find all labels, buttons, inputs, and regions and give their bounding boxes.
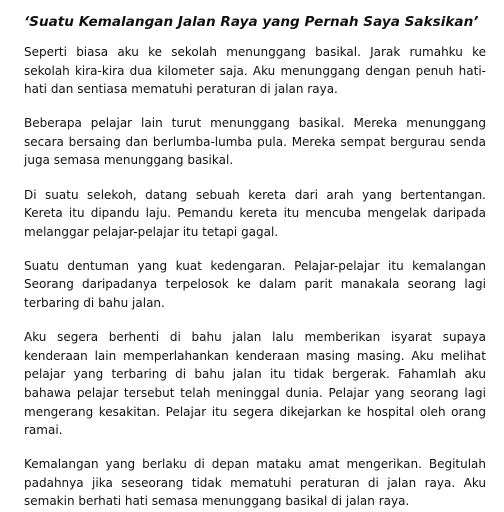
essay-title: ‘Suatu Kemalangan Jalan Raya yang Pernah Saya Saksikan’ [24,14,479,30]
paragraph-5: Aku segera berhenti di bahu jalan lalu memberikan isyarat supaya kenderaan lain memperlahankan kenderaan masing masing. Aku melihat pelajar yang terbaring di bahu jalan itu tidak bergerak. Fahamlah aku bahawa pelajar tersebut telah meninggal dunia. Pelajar yang seorang lagi mengerang kesakitan. Pelajar itu segera dikejarkan ke hospital oleh orang ramai. [24,330,486,438]
paragraph-3: Di suatu selekoh, datang sebuah kereta dari arah yang bertentangan. Kereta itu dipandu laju. Pemandu kereta itu mencuba mengelak daripada melanggar pelajar-pelajar itu tetapi gagal. [24,187,486,239]
paragraph-6: Kemalangan yang berlaku di depan mataku amat mengerikan. Begitulah padahnya jika seseorang tidak mematuhi peraturan di jalan raya. Aku semakin berhati hati semasa menunggang basikal di jalan raya. [24,457,486,509]
paragraph-2: Beberapa pelajar lain turut menunggang basikal. Mereka menunggang secara bersaing dan berlumba-lumba pula. Mereka sempat bergurau senda juga semasa menunggang basikal. [24,116,486,168]
paragraph-4: Suatu dentuman yang kuat kedengaran. Pelajar-pelajar itu kemalangan Seorang daripadanya terpelosok ke dalam parit manakala seorang lagi terbaring di bahu jalan. [24,258,486,311]
paragraph-1: Seperti biasa aku ke sekolah menunggang basikal. Jarak rumahku ke sekolah kira-kira dua kilometer saja. Aku menunggang dengan penuh hati-hati dan sentiasa mematuhi peraturan di jalan raya. [24,45,486,97]
